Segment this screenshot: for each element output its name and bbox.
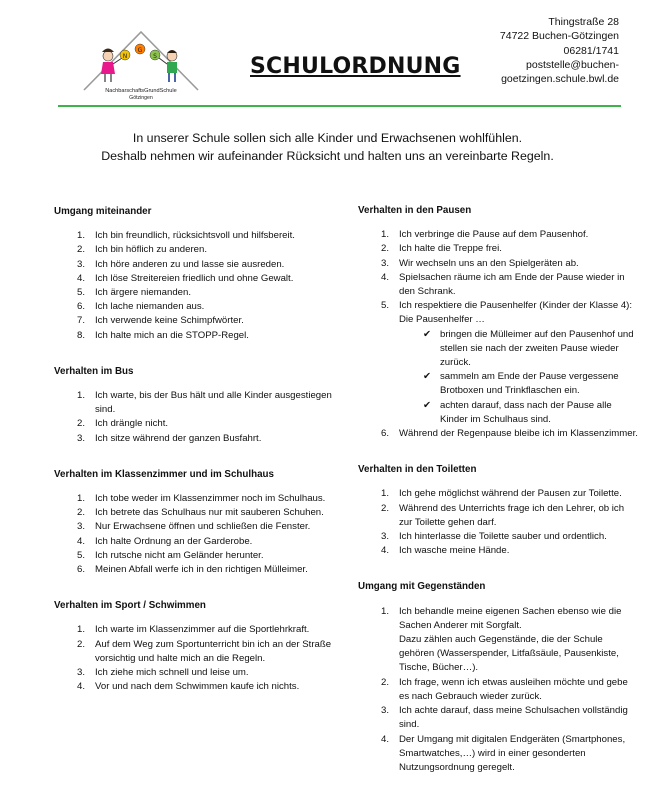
rule-item [54, 300, 339, 314]
rule-list [54, 389, 339, 446]
rule-text: Ich ziehe mich schnell und leise um. [95, 667, 249, 679]
logo-letter-s: S [153, 53, 157, 60]
rule-text: Ich wasche meine Hände. [399, 545, 510, 557]
rule-number: 5. [380, 300, 389, 312]
address-phone: 06281/1741 [563, 44, 619, 57]
rule-text: Ich bin freundlich, rücksichtsvoll und hilfsbereit. [95, 230, 295, 242]
rule-item [54, 314, 339, 328]
rule-text: Ich rutsche nicht am Geländer herunter. [95, 549, 264, 561]
rule-number: 1. [76, 493, 85, 505]
rule-item [358, 704, 640, 732]
rule-item [358, 257, 640, 271]
logo-letter-g: G [137, 47, 143, 54]
rule-item [54, 432, 339, 446]
rule-text: Der Umgang mit digitalen Endgeräten (Smartphones, Smartwatches,…) wird in einer gesonderten Nutzungsordnung geregelt. [399, 733, 626, 773]
rule-number: 1. [380, 229, 389, 241]
rule-text: Ich warte im Klassenzimmer auf die Sportlehrkraft. [95, 624, 310, 636]
section-umgang-miteinander [54, 205, 339, 343]
section-title: Umgang miteinander [54, 206, 152, 217]
rule-number: 5. [76, 287, 85, 299]
rule-item [54, 229, 339, 243]
logo-school-place: Götzingen [129, 95, 153, 101]
rule-item [358, 530, 640, 544]
rule-list [54, 623, 339, 694]
rule-number: 1. [76, 390, 85, 402]
sub-item [399, 370, 640, 398]
rule-item [54, 258, 339, 272]
rule-item [358, 733, 640, 776]
rule-text: Ich hinterlasse die Toilette sauber und ordentlich. [399, 531, 607, 543]
intro-line-2: Deshalb nehmen wir aufeinander Rücksicht und halten uns an vereinbarte Regeln. [101, 148, 554, 163]
rule-text: Ich sitze während der ganzen Busfahrt. [95, 432, 262, 444]
section-verhalten-im-bus [54, 365, 339, 446]
rule-item [54, 563, 339, 577]
rule-item [54, 666, 339, 680]
rule-text: Nur Erwachsene öffnen und schließen die Fenster. [95, 521, 311, 533]
rule-list [54, 229, 339, 343]
rule-number: 3. [380, 705, 389, 717]
section-verhalten-in-den-toiletten [358, 463, 640, 558]
rule-number: 5. [76, 549, 85, 561]
section-title: Verhalten im Bus [54, 365, 134, 377]
rule-text: Ich verbringe die Pause auf dem Pausenhof. [399, 229, 589, 241]
section-verhalten-im-klassenzimmer-und-im-schulhaus [54, 468, 339, 577]
address-city: 74722 Buchen-Götzingen [499, 30, 619, 43]
rule-number: 2. [380, 676, 389, 688]
rule-text: Ich bin höflich zu anderen. [95, 244, 208, 256]
rule-text: Ich verwende keine Schimpfwörter. [95, 315, 244, 327]
rule-text: Ich ärgere niemanden. [95, 287, 191, 299]
rule-item [358, 242, 640, 256]
rule-text: Spielsachen räume ich am Ende der Pause wieder in den Schrank. [399, 271, 625, 298]
page-title: SCHULORDNUNG [250, 54, 461, 79]
rule-text: Ich halte die Treppe frei. [399, 243, 502, 255]
rule-number: 2. [76, 507, 85, 519]
rule-text: Wir wechseln uns an den Spielgeräten ab. [399, 257, 579, 269]
rule-text: Ich frage, wenn ich etwas ausleihen möchte und gebe es nach Gebrauch wieder zurück. [399, 676, 628, 702]
sub-item-text: achten darauf, dass nach der Pause alle Kinder im Schulhaus sind. [440, 399, 612, 425]
rule-number: 3. [76, 258, 85, 270]
header-divider [58, 105, 621, 107]
rule-item [54, 680, 339, 694]
section-umgang-mit-gegenständen [358, 580, 640, 775]
rule-text: Ich höre anderen zu und lasse sie ausreden. [95, 258, 285, 270]
checkmark-icon: ✔ [423, 399, 432, 411]
sub-item-text: stellen sie nach der zweiten Pause wieder zurück. [440, 342, 619, 369]
rule-text: Ich lache niemanden aus. [95, 301, 205, 313]
rule-list [358, 487, 640, 558]
rule-number: 3. [380, 257, 389, 269]
sub-item [399, 328, 640, 371]
rule-item [358, 676, 640, 704]
rule-number: 3. [76, 432, 85, 444]
rule-text: Ich respektiere die Pausenhelfer (Kinder der Klasse 4): Die Pausenhelfer … [399, 300, 633, 326]
rule-item [358, 605, 640, 676]
section-verhalten-in-den-pausen [358, 204, 640, 441]
rule-item [54, 535, 339, 549]
rule-number: 6. [76, 564, 85, 576]
rule-text: Während des Unterrichts frage ich den Lehrer, ob ich zur Toilette gehen darf. [399, 502, 625, 528]
address-email-1: poststelle@buchen- [526, 58, 619, 71]
rule-number: 2. [76, 244, 85, 256]
rule-number: 2. [76, 638, 85, 650]
rule-text: Ich drängle nicht. [95, 418, 169, 430]
rule-text: Ich gehe möglichst während der Pausen zur Toilette. [399, 488, 622, 500]
rule-item [54, 243, 339, 257]
rule-text: Ich löse Streitereien friedlich und ohne Gewalt. [95, 272, 294, 284]
rule-number: 6. [76, 301, 85, 313]
rule-item [358, 299, 640, 427]
rule-list [358, 605, 640, 775]
rule-text: Ich halte mich an die STOPP-Regel. [95, 329, 249, 341]
rule-text: Ich warte, bis der Bus hält und alle Kinder ausgestiegen sind. [95, 390, 332, 416]
school-address [500, 15, 619, 86]
sub-item [399, 399, 640, 427]
rule-text: Während der Regenpause bleibe ich im Klassenzimmer. [399, 428, 638, 440]
rule-number: 3. [380, 531, 389, 543]
rule-item [358, 487, 640, 501]
intro-line-1: In unserer Schule sollen sich alle Kinder und Erwachsenen wohlfühlen. [132, 131, 523, 145]
rule-item [54, 638, 339, 666]
school-logo [82, 28, 200, 108]
rule-item [54, 389, 339, 417]
rule-item [54, 329, 339, 343]
rule-number: 1. [76, 624, 85, 636]
logo-school-name: NachbarschaftsGrundSchule [105, 88, 177, 94]
right-column [358, 204, 640, 797]
address-street: Thingstraße 28 [548, 16, 619, 28]
rule-list [54, 492, 339, 577]
rule-number: 4. [380, 271, 389, 283]
rule-number: 1. [380, 605, 389, 617]
rule-number: 8. [76, 329, 85, 341]
rule-number: 1. [76, 230, 85, 242]
logo-letter-n: N [122, 53, 128, 60]
left-column [54, 205, 339, 716]
rule-text: Vor und nach dem Schwimmen kaufe ich nichts. [95, 681, 300, 693]
section-title: Verhalten im Klassenzimmer und im Schulhaus [54, 468, 274, 480]
rule-number: 2. [380, 502, 389, 514]
address-email-2: goetzingen.schule.bwl.de [501, 73, 619, 86]
rule-number: 4. [76, 681, 85, 693]
rule-number: 3. [76, 521, 85, 533]
rule-item [358, 544, 640, 558]
rule-text: Ich halte Ordnung an der Garderobe. [95, 535, 253, 547]
section-title: Umgang mit Gegenständen [358, 581, 486, 593]
sub-list [399, 328, 640, 427]
checkmark-icon: ✔ [423, 328, 432, 340]
rule-number: 1. [380, 488, 389, 500]
rule-number: 4. [76, 272, 85, 284]
rule-item [54, 520, 339, 534]
rule-text: Ich behandle meine eigenen Sachen ebenso wie die Sachen Anderer mit Sorgfalt. [399, 605, 622, 631]
sub-item-text: bringen die Mülleimer auf den Pausenhof und [440, 328, 634, 340]
rule-item [54, 272, 339, 286]
rule-extra-text: Dazu zählen auch Gegenstände, die der Schule gehören (Wasserspender, Litfaßsäule, Pausenkiste, Tische, Bücher…). [399, 634, 619, 674]
rule-item [358, 228, 640, 242]
rule-number: 3. [76, 667, 85, 679]
section-verhalten-im-sport-schwimmen [54, 599, 339, 694]
section-title: Verhalten in den Toiletten [358, 464, 477, 476]
checkmark-icon: ✔ [423, 371, 432, 383]
section-title: Verhalten im Sport / Schwimmen [54, 600, 206, 612]
rule-number: 6. [380, 428, 389, 440]
rule-item [358, 271, 640, 299]
rule-number: 2. [380, 243, 389, 255]
rule-number: 4. [380, 733, 389, 745]
rule-item [54, 492, 339, 506]
rule-text: Meinen Abfall werfe ich in den richtigen Mülleimer. [95, 564, 308, 576]
rule-number: 4. [76, 535, 85, 547]
rule-number: 7. [76, 315, 85, 327]
intro-text [40, 130, 615, 165]
rule-list [358, 228, 640, 441]
rule-item [54, 417, 339, 431]
rule-item [54, 549, 339, 563]
rule-text: Ich betrete das Schulhaus nur mit sauberen Schuhen. [95, 507, 324, 519]
section-title: Verhalten in den Pausen [358, 205, 472, 216]
rule-number: 2. [76, 418, 85, 430]
rule-number: 4. [380, 545, 389, 557]
rule-item [358, 502, 640, 530]
sub-item-text: sammeln am Ende der Pause vergessene Brotboxen und Trinkflaschen ein. [440, 371, 619, 397]
rule-item [54, 623, 339, 637]
rule-item [358, 427, 640, 441]
rule-item [54, 286, 339, 300]
rule-text: Ich tobe weder im Klassenzimmer noch im Schulhaus. [95, 493, 326, 505]
rule-text: Auf dem Weg zum Sportunterricht bin ich an der Straße vorsichtig und halte mich an die Regeln. [95, 638, 332, 664]
rule-item [54, 506, 339, 520]
rule-text: Ich achte darauf, dass meine Schulsachen vollständig sind. [399, 705, 628, 731]
